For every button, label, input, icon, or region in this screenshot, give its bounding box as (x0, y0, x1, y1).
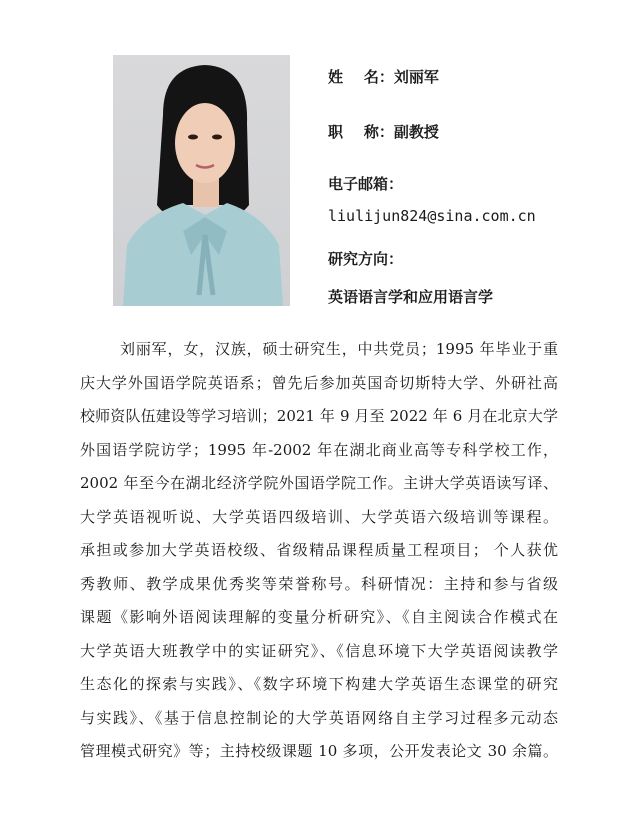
name-label: 姓 名： (328, 68, 394, 86)
research-value: 英语语言学和应用语言学 (328, 288, 494, 306)
biography (80, 333, 558, 769)
bio-line: 课题《影响外语阅读理解的变量分析研究》、《自主阅读合作模式在 (80, 608, 558, 626)
bio-line: 刘丽军，女，汉族，硕士研究生，中共党员；1995 年毕业于重 (120, 340, 558, 358)
bio-line: 秀教师、教学成果优秀奖等荣誉称号。科研情况：主持和参与省级 (80, 574, 558, 593)
bio-line: 生态化的探索与实践》、《数字环境下构建大学英语生态课堂的研究 (80, 675, 558, 693)
research-label: 研究方向： (328, 250, 404, 268)
name-value: 刘丽军 (393, 68, 439, 86)
title-value: 副教授 (393, 123, 439, 141)
bio-line: 外国语学院访学；1995 年-2002 年在湖北商业高等专科学校工作， (80, 440, 558, 459)
bio-line: 庆大学外国语学院英语系；曾先后参加英国奇切斯特大学、外研社高 (80, 373, 558, 392)
bio-line: 校师资队伍建设等学习培训；2021 年 9 月至 2022 年 6 月在北京大学 (80, 407, 558, 425)
bio-line: 管理模式研究》等；主持校级课题 10 多项，公开发表论文 30 余篇。 (80, 742, 558, 760)
bio-line: 承担或参加大学英语校级、省级精品课程质量工程项目； 个人获优 (80, 541, 558, 559)
email-value: liulijun824@sina.com.cn (328, 207, 536, 225)
title-row (328, 121, 439, 142)
profile-photo (113, 55, 290, 306)
email-label: 电子邮箱： (328, 175, 404, 193)
name-row (328, 66, 439, 87)
bio-line: 与实践》、《基于信息控制论的大学英语网络自主学习过程多元动态 (80, 708, 558, 727)
title-label: 职 称： (328, 123, 394, 141)
bio-line: 大学英语大班教学中的实证研究》、《信息环境下大学英语阅读教学 (80, 641, 558, 660)
bio-line: 2002 年至今在湖北经济学院外国语学院工作。主讲大学英语读写译、 (80, 474, 558, 492)
bio-line: 大学英语视听说、大学英语四级培训、大学英语六级培训等课程。 (80, 507, 558, 526)
